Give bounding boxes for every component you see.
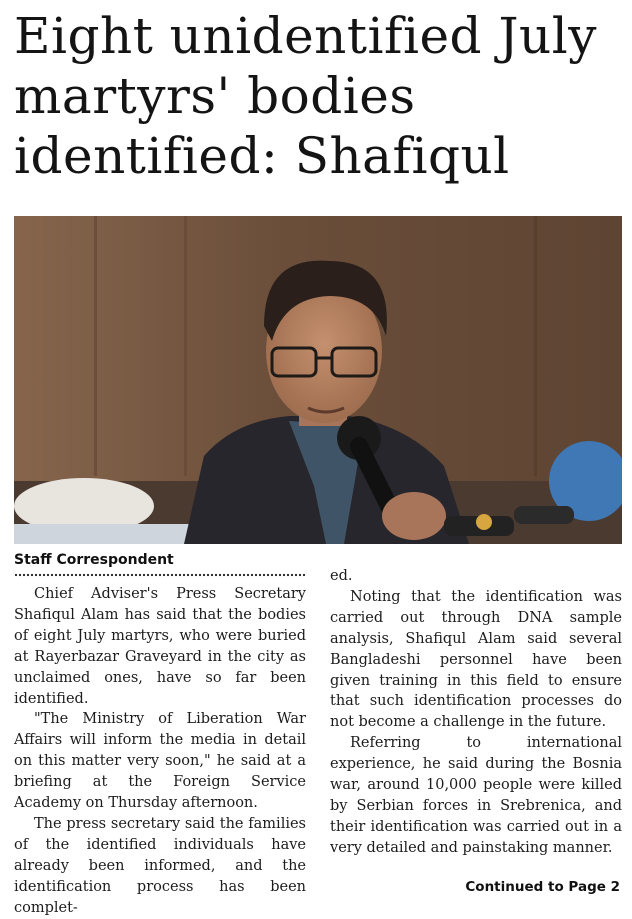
paragraph: Chief Adviser's Press Secretary Shafiqul Alam has said that the bodies of eight July martyrs, who were buried at Rayerbazar Graveyard in the city as unclaimed ones, have so far been identified. xyxy=(14,586,306,707)
paragraph-continuation: ed. xyxy=(330,568,353,584)
byline: Staff Correspondent xyxy=(14,552,174,568)
continued-link[interactable]: Continued to Page 2 xyxy=(465,879,620,895)
paragraph: Noting that the identification was carried out through DNA sample analysis, Shafiqul Alam said several Bangladeshi personnel have been given training in this field to ensure that such identification processes do not become a challenge in the future. xyxy=(330,588,622,731)
dotted-rule xyxy=(14,573,306,577)
article-column-2 xyxy=(330,566,622,859)
paragraph: Referring to international experience, he said during the Bosnia war, around 10,000 people were killed by Serbian forces in Srebrenica, and their identification was carried out in a very detailed and painstaking manner. xyxy=(330,735,622,856)
news-photo xyxy=(14,216,622,544)
paragraph: "The Ministry of Liberation War Affairs will inform the media in detail on this matter very soon," he said at a briefing at the Foreign Service Academy on Thursday afternoon. xyxy=(14,711,306,812)
headline: Eight unidentified July martyrs' bodies identified: Shafiqul xyxy=(14,7,597,185)
article-column-1 xyxy=(14,584,306,919)
paragraph: The press secretary said the families of the identified individuals have already been informed, and the identification process has been complet- xyxy=(14,815,306,916)
